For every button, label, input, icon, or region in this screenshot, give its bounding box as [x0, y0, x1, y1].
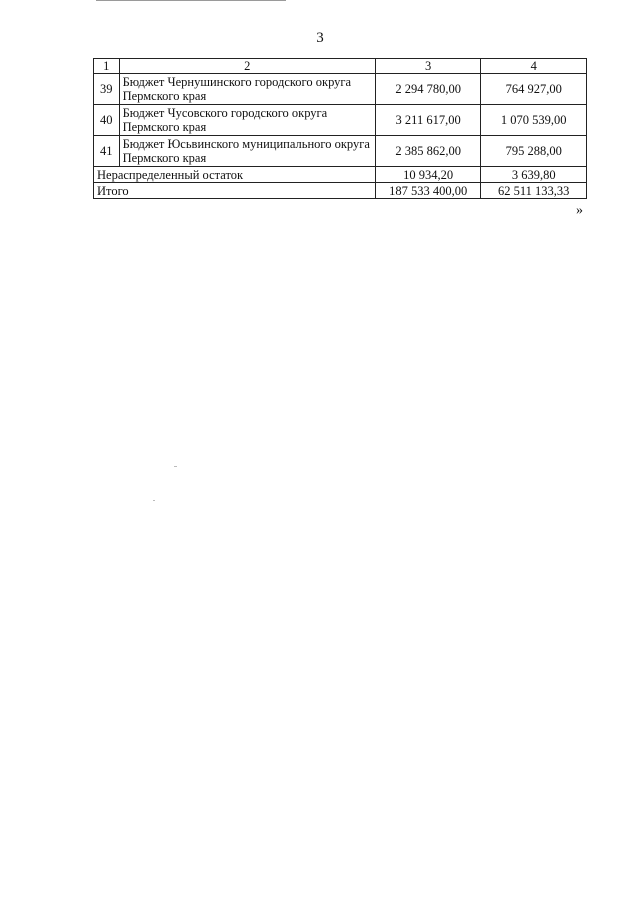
- scan-edge-line: [96, 0, 286, 1]
- header-col-3: 3: [375, 59, 481, 74]
- row-value-col4: 764 927,00: [481, 74, 587, 105]
- row-value-col3: 3 211 617,00: [375, 105, 481, 136]
- unallocated-value-col3: 10 934,20: [375, 167, 481, 183]
- row-name: Бюджет Чусовского городского округа Пермского края: [119, 105, 375, 136]
- total-value-col3: 187 533 400,00: [375, 183, 481, 199]
- row-value-col4: 1 070 539,00: [481, 105, 587, 136]
- scan-speck: [174, 466, 177, 467]
- row-name: Бюджет Чернушинского городского округа Пермского края: [119, 74, 375, 105]
- row-value-col4: 795 288,00: [481, 136, 587, 167]
- header-col-4: 4: [481, 59, 587, 74]
- unallocated-row: [94, 167, 587, 183]
- row-number: 40: [94, 105, 120, 136]
- table-header-row: [94, 59, 587, 74]
- closing-quote-mark: »: [576, 203, 583, 218]
- table-row: [94, 105, 587, 136]
- budget-table: [93, 58, 587, 199]
- table-row: [94, 136, 587, 167]
- total-label: Итого: [94, 183, 376, 199]
- total-value-col4: 62 511 133,33: [481, 183, 587, 199]
- header-col-2: 2: [119, 59, 375, 74]
- row-value-col3: 2 385 862,00: [375, 136, 481, 167]
- row-number: 41: [94, 136, 120, 167]
- header-col-1: 1: [94, 59, 120, 74]
- total-row: [94, 183, 587, 199]
- scan-speck: [153, 500, 155, 501]
- row-name: Бюджет Юсьвинского муниципального округа Пермского края: [119, 136, 375, 167]
- table-row: [94, 74, 587, 105]
- page-number: 3: [316, 30, 324, 46]
- row-value-col3: 2 294 780,00: [375, 74, 481, 105]
- row-number: 39: [94, 74, 120, 105]
- unallocated-label: Нераспределенный остаток: [94, 167, 376, 183]
- unallocated-value-col4: 3 639,80: [481, 167, 587, 183]
